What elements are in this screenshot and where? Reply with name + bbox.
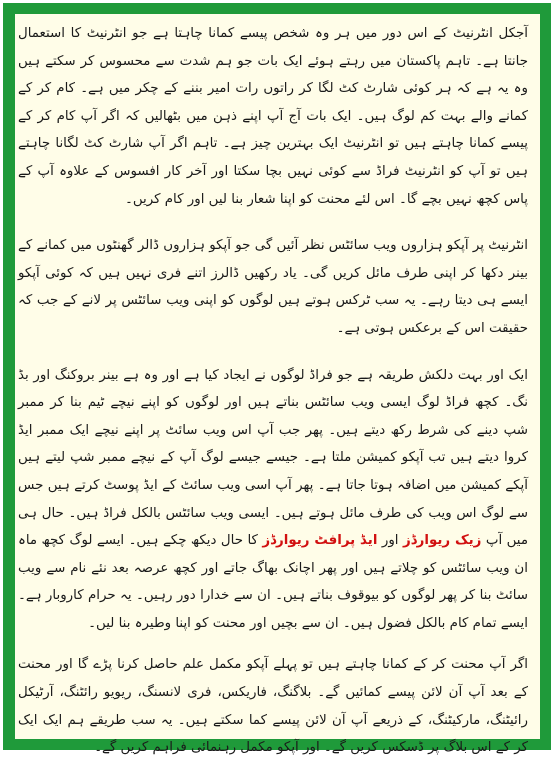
fraud-text-start: ایک اور بہت دلکش طریقہ ہے جو فراڈ لوگوں نے ایجاد کیا ہے اور وہ ہے بینر بروکنگ اور بڈ نگ۔ کچھ فراڈ لوگ ایسی ویب سائٹس بناتے ہیں اور لوگوں کو اپنے نیچے ٹیم بنا کر ممبر شپ دینے کی شرط رکھ دیتے ہیں۔ پھر جب آپ اس ویب سائٹ پر اپنے نیچے ایک ممبر ایڈ کروا دیتے ہیں تب آپکو کمیشن ملتا ہے۔ جیسے جیسے لوگ آپ کے نیچے ممبر شپ لیتے ہیں آپکے کمیشن میں اضافہ ہوتا جاتا ہے۔ پھر آپ اسی ویب سائٹ کے ایڈ پوسٹ کرتے ہیں جس سے لوگ اس ویب کی طرف مائل ہوتے ہیں۔ ایسی ویب سائٹس بالکل فراڈ ہیں۔ حال ہی میں آپ xyxy=(18,367,529,549)
fraud-text-end: کا حال دیکھ چکے ہیں۔ ایسے لوگ کچھ ماہ ان ویب سائٹس کو چلاتے ہیں اور پھر اچانک بھاگ جاتے اور کچھ عرصہ بعد نئے نام سے ویب سائٹ بنا کر پھر لوگوں کو بیوقوف بناتے ہیں۔ ان سے خدارا دور رہیں۔ یہ حرام کاروبار ہے۔ ایسے تمام کام بالکل فضول ہیں۔ ان سے بچیں اور محنت کو اپنا وطیرہ بنا لیں۔ xyxy=(18,533,528,631)
paragraph-spacer xyxy=(18,343,528,362)
highlight-adprofit-rewards: ایڈ پرافٹ ریوارڈز xyxy=(262,533,378,549)
fraud-text-and: اور xyxy=(377,533,403,549)
paragraph-websites: انٹرنیٹ پر آپکو ہزاروں ویب سائٹس نظر آئیں گی جو آپکو ہزاروں ڈالر گھنٹوں میں کمانے کے بینر دکھا کر اپنی طرف مائل کریں گی۔ یاد رکھیں ڈالرز اتنے فری نہیں ہیں کہ کوئی آپکو ایسے ہی دیتا رہے۔ یہ سب ٹرکس ہوتے ہیں لوگوں کو اپنی ویب سائٹس پر لانے کے جب کہ حقیقت اس کے برعکس ہوتی ہے۔ xyxy=(18,238,528,336)
paragraph-fraud xyxy=(18,362,528,638)
paragraph-conclusion: اگر آپ محنت کر کے کمانا چاہتے ہیں تو پہلے آپکو مکمل علم حاصل کرنا پڑے گا اور محنت کے بعد آپ آن لائن پیسے کمائیں گے۔ بلاگنگ، فاریکس، فری لانسنگ، ریویو رائٹنگ، آرٹیکل رائیٹنگ، مارکیٹنگ، کے ذریعے آپ آن لائن پیسے کما سکتے ہیں۔ یہ سب طریقے ہم ایک ایک کر کے اس بلاگ پر ڈسکس کریں گے۔ اور آپکو مکمل رہنمائی فراہم کریں گے۔ xyxy=(18,657,528,756)
article-body xyxy=(18,20,528,762)
paragraph-spacer xyxy=(18,637,528,651)
paragraph-intro: آجکل انٹرنیٹ کے اس دور میں ہر وہ شخص پیسے کمانا چاہتا ہے جو انٹرنیٹ کا استعمال جانتا ہے۔ تاہم پاکستان میں رہتے ہوئے ایک بات جو ہم شدت سے محسوس کر سکتے ہیں وہ یہ ہے کہ ہر کوئی شارٹ کٹ لگا کر راتوں رات امیر بننے کے چکر میں ہے۔ کام کر کے کمانے والے بہت کم لوگ ہیں۔ ایک بات آج آپ اپنے ذہن میں بٹھالیں کہ اگر آپ کام کر کے پیسے کمانا چاہتے ہیں تو انٹرنیٹ ایک بہترین چیز ہے۔ تاہم اگر آپ شارٹ کٹ لگانا چاہتے ہیں تو آپ کو انٹرنیٹ فراڈ سے کوئی نہیں بچا سکتا اور آخر کار افسوس کے علاوہ آپ کے پاس کچھ نہیں بچے گا۔ اس لئے محنت کو اپنا شعار بنا لیں اور کام کریں۔ xyxy=(18,26,528,207)
highlight-zeek-rewards: زیک ریوارڈز xyxy=(402,533,482,549)
paragraph-spacer xyxy=(18,213,528,232)
